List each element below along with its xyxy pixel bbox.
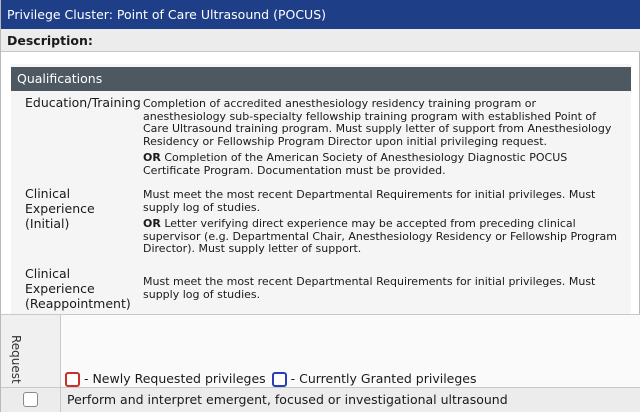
privilege-check-cell (1, 388, 61, 412)
request-column (1, 315, 61, 387)
request-label: Request (9, 335, 23, 384)
label-line: Experience (25, 201, 95, 216)
label-line: Clinical (25, 186, 71, 201)
education-training-label: Education/Training (25, 95, 141, 110)
clinical-experience-initial-text (143, 189, 621, 256)
label-line: (Reappointment) (25, 296, 131, 311)
cluster-title: Privilege Cluster: Point of Care Ultrasound (POCUS) (1, 0, 640, 29)
privilege-legend (65, 371, 477, 387)
privilege-row (1, 388, 640, 412)
qualifications-header: Qualifications (11, 67, 631, 91)
label-line: Experience (25, 281, 95, 296)
label-line: Clinical (25, 266, 71, 281)
clinical-initial-requirement: Must meet the most recent Departmental Requirements for initial privileges. Must supply log of studies. (143, 188, 596, 214)
education-training-requirement: Completion of accredited anesthesiology residency training program or anesthesiology sub-specialty fellowship training program with established Point of Care Ultrasound training program. Must supply letter of support from Anesthesiology Residency or Fellowship Program Director upon initial privileging request. (143, 97, 612, 148)
newly-requested-swatch-icon (65, 372, 80, 387)
qualifications-section (11, 64, 631, 314)
education-training-or-text: Completion of the American Society of Anesthesiology Diagnostic POCUS Certificate Program. Documentation must be provided. (143, 151, 568, 177)
description-label: Description: (1, 29, 640, 52)
clinical-initial-or-text: Letter verifying direct experience may be accepted from preceding clinical supervisor (e.g. Departmental Chair, Anesthesiology Residency or Fellowship Program Director). Must supply letter of support. (143, 217, 617, 255)
privilege-request-checkbox[interactable] (23, 392, 38, 407)
education-training-text (143, 98, 621, 177)
request-section (1, 314, 640, 388)
or-keyword: OR (143, 217, 161, 230)
clinical-experience-initial-label (25, 186, 95, 231)
clinical-experience-reappointment-label (25, 266, 131, 311)
privilege-description: Perform and interpret emergent, focused or investigational ultrasound (67, 392, 508, 407)
label-line: (Initial) (25, 216, 70, 231)
education-training-alternative (143, 152, 621, 177)
currently-granted-swatch-icon (272, 372, 287, 387)
clinical-experience-reappointment-text: Must meet the most recent Departmental Requirements for initial privileges. Must supply log of studies. (143, 275, 596, 301)
or-keyword: OR (143, 151, 161, 164)
legend-currently-granted: - Currently Granted privileges (286, 371, 477, 386)
clinical-initial-alternative (143, 218, 621, 256)
legend-newly-requested: - Newly Requested privileges (80, 371, 270, 386)
